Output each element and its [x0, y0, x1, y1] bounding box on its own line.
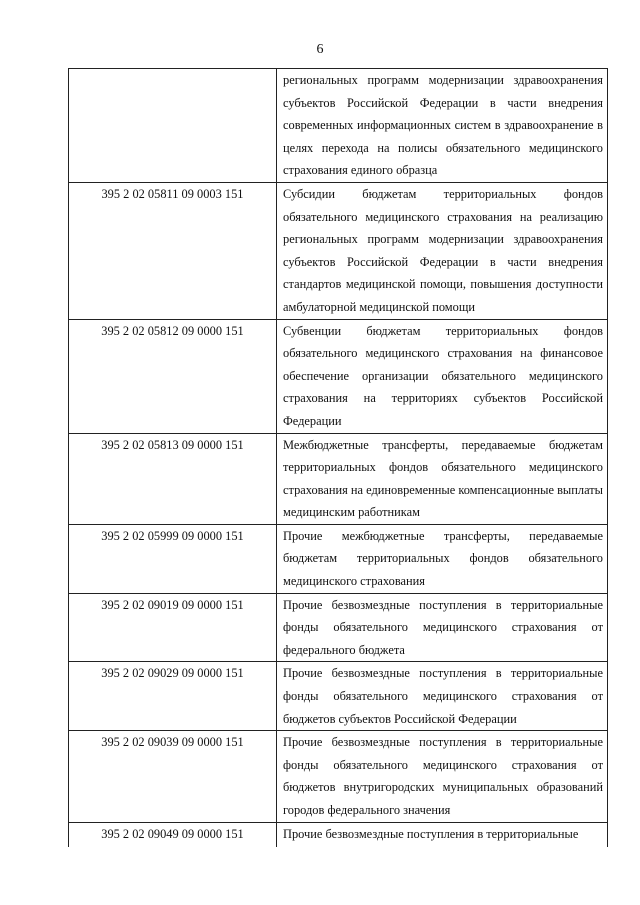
table-row — [69, 593, 608, 662]
revenue-description: Межбюджетные трансферты, передаваемые бюджетам территориальных фондов обязательного медицинского страхования на единовременные компенсационные выплаты медицинским работникам — [277, 433, 608, 524]
revenue-description: Прочие безвозмездные поступления в территориальные фонды обязательного медицинского страхования от федерального бюджета — [277, 593, 608, 662]
table-row — [69, 182, 608, 319]
table-row — [69, 662, 608, 731]
revenue-description: Прочие безвозмездные поступления в территориальные фонды обязательного медицинского страхования от бюджетов субъектов Российской Федерации — [277, 662, 608, 731]
budget-code: 395 2 02 05813 09 0000 151 — [69, 433, 277, 524]
table-row — [69, 822, 608, 847]
revenue-description: Субсидии бюджетам территориальных фондов обязательного медицинского страхования на реализацию региональных программ модернизации здравоохранения субъектов Российской Федерации в части внедрения стандартов медицинской помощи, повышения доступности амбулаторной медицинской помощи — [277, 182, 608, 319]
table-row — [69, 69, 608, 183]
table-row — [69, 433, 608, 524]
budget-code: 395 2 02 05812 09 0000 151 — [69, 319, 277, 433]
table-row — [69, 731, 608, 822]
budget-classification-table — [68, 68, 608, 847]
budget-code: 395 2 02 09039 09 0000 151 — [69, 731, 277, 822]
budget-code: 395 2 02 09049 09 0000 151 — [69, 822, 277, 847]
budget-code: 395 2 02 09019 09 0000 151 — [69, 593, 277, 662]
revenue-description: Прочие безвозмездные поступления в территориальные фонды обязательного медицинского страхования от бюджетов внутригородских муниципальных образований городов федерального значения — [277, 731, 608, 822]
budget-code: 395 2 02 05811 09 0003 151 — [69, 182, 277, 319]
page-number: 6 — [316, 42, 324, 57]
revenue-description: Прочие безвозмездные поступления в территориальные — [277, 822, 608, 847]
revenue-description: региональных программ модернизации здравоохранения субъектов Российской Федерации в части внедрения современных информационных систем в здравоохранение в целях перехода на полисы обязательного медицинского страхования единого образца — [277, 69, 608, 183]
revenue-description: Субвенции бюджетам территориальных фондов обязательного медицинского страхования на финансовое обеспечение организации обязательного медицинского страхования на территориях субъектов Российской Федерации — [277, 319, 608, 433]
budget-code: 395 2 02 09029 09 0000 151 — [69, 662, 277, 731]
budget-code — [69, 69, 277, 183]
table-row — [69, 319, 608, 433]
table-row — [69, 524, 608, 593]
budget-code: 395 2 02 05999 09 0000 151 — [69, 524, 277, 593]
revenue-description: Прочие межбюджетные трансферты, передаваемые бюджетам территориальных фондов обязательного медицинского страхования — [277, 524, 608, 593]
